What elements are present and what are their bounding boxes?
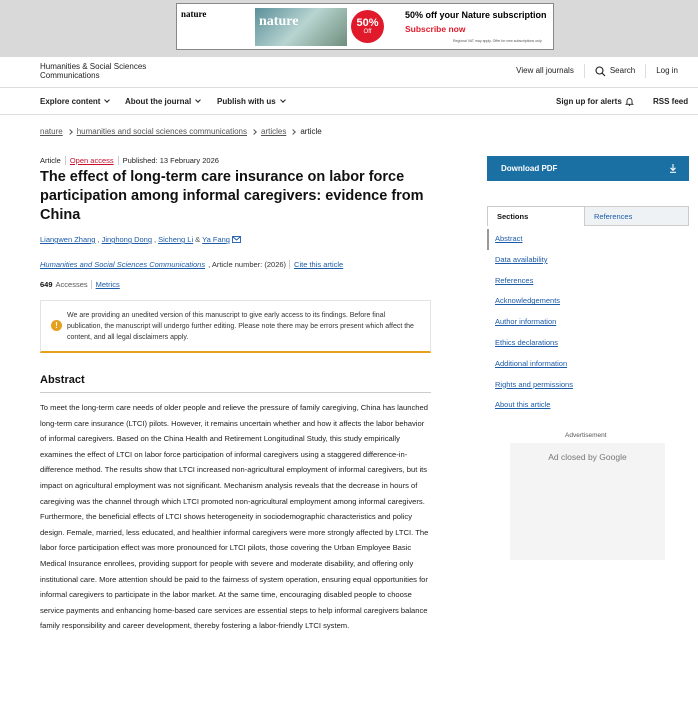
subscription-banner[interactable] — [176, 3, 554, 50]
about-label: About the journal — [125, 97, 192, 106]
open-access-link[interactable]: Open access — [65, 156, 118, 165]
breadcrumb-nature[interactable]: nature — [40, 127, 63, 136]
breadcrumb-articles[interactable]: articles — [261, 127, 287, 136]
publish-menu[interactable] — [217, 97, 285, 106]
chevron-right-icon — [251, 129, 257, 135]
section-link[interactable]: Abstract — [487, 229, 689, 250]
section-link[interactable]: Additional information — [495, 358, 568, 368]
author-link[interactable]: Ya Fang — [202, 235, 230, 244]
sidebar-tabs — [487, 206, 689, 226]
banner-cta[interactable]: Subscribe now — [405, 24, 466, 34]
section-link[interactable]: About this article — [495, 400, 551, 410]
search-icon — [595, 66, 606, 77]
download-label: Download PDF — [501, 164, 558, 173]
cite-this-article-link[interactable]: Cite this article — [289, 260, 343, 269]
author-separator: , — [154, 235, 157, 244]
warning-icon: ! — [51, 320, 62, 331]
section-link[interactable]: References — [495, 275, 534, 285]
article-number: , Article number: (2026) — [208, 260, 287, 269]
chevron-down-icon — [280, 97, 286, 103]
metrics-link[interactable]: Metrics — [91, 280, 120, 289]
discount-badge — [351, 10, 384, 43]
section-link[interactable]: Ethics declarations — [495, 337, 558, 347]
author-separator: & — [195, 235, 201, 244]
section-link[interactable]: Acknowledgements — [495, 296, 561, 306]
author-separator: , — [97, 235, 100, 244]
metrics-line — [40, 280, 120, 289]
view-all-label: View all journals — [516, 66, 574, 75]
abstract-heading: Abstract — [40, 374, 85, 386]
login-label: Log in — [656, 66, 678, 75]
journal-brand[interactable]: Humanities & Social Sciences Communications — [40, 62, 147, 80]
breadcrumb-current: article — [300, 127, 322, 136]
download-pdf-button[interactable] — [487, 156, 689, 181]
search-label: Search — [609, 66, 636, 75]
advertisement-label: Advertisement — [565, 432, 607, 439]
site-header — [0, 57, 698, 88]
notice-text: We are providing an unedited version of this manuscript to give early access to its findings. Before final publication, the manuscript will undergo further editing. Please note there may be errors present which affect the content, and all legal disclaimers apply. — [67, 312, 414, 341]
mail-icon[interactable] — [232, 236, 241, 243]
badge-percent: 50% — [356, 17, 379, 29]
article-meta — [40, 156, 223, 165]
author-link[interactable]: Liangwen Zhang — [40, 235, 96, 244]
banner-fine-print: Regional VAT may apply. Offer for new subscriptions only. — [453, 39, 543, 43]
section-link[interactable]: Data availability — [495, 254, 548, 264]
section-link[interactable]: Rights and permissions — [495, 379, 573, 389]
banner-image — [255, 8, 347, 46]
chevron-down-icon — [195, 97, 201, 103]
explore-label: Explore content — [40, 97, 101, 106]
tab-sections[interactable]: Sections — [487, 206, 585, 226]
divider — [40, 392, 431, 393]
alerts-label: Sign up for alerts — [556, 97, 622, 106]
article-title: The effect of long-term care insurance on labor force participation among informal caregivers: evidence from China — [40, 169, 424, 223]
chevron-right-icon — [291, 129, 297, 135]
early-access-notice — [40, 300, 431, 353]
sections-list — [487, 229, 689, 416]
author-list — [40, 235, 241, 244]
section-link[interactable]: Author information — [495, 317, 557, 327]
bell-icon — [625, 97, 634, 106]
main-nav — [0, 88, 698, 115]
ad-band — [0, 0, 698, 57]
published-date: Published: 13 February 2026 — [118, 156, 223, 165]
chevron-down-icon — [105, 97, 111, 103]
alerts-signup[interactable] — [556, 97, 634, 106]
accesses-count: 649 — [40, 280, 53, 289]
article-type: Article — [40, 156, 61, 165]
breadcrumb-journal[interactable]: humanities and social sciences communications — [76, 127, 247, 136]
journal-name-link[interactable]: Humanities and Social Sciences Communications — [40, 260, 206, 269]
ad-slot — [510, 443, 665, 560]
abstract-text: To meet the long-term care needs of older people and relieve the pressure of family caregiving, China has launched long-term care insurance (LTCI) pilots. However, it remains uncertain whether and how it affects the labor behavior of informal caregivers. Based on the China Health and Retirement Longitudinal Study, this study empirically examines the effect of LTCI on labor force participation of informal caregivers using a staggered difference-in-difference method. The results show that LTCI increased non-agricultural employment of informal caregivers, but its impact on agricultural employment was not significant. Mechanism analysis reveals that the decrease in hours of caregiving was the channel through which LTCI promoted non-agricultural employment among informal caregivers. Furthermore, the beneficial effects of LTCI shows heterogeneity in sociodemographic characteristics and policy design. Female, married, less educated, and healthier informal caregivers were more strongly affected by LTCI. The labor force participation effect was more pronounced for LTCI pilots, those covering the Urban Employee Basic Medical Insurance enrollees, providing support for people with severe and moderate disability, and offering only institutional care. More attention should be paid to the fairness of system operation, ensuring equal opportunities for informal caregivers to participate in the labor market. At the same time, encouraging disabled people to choose service payments and enhancing home-based care services are essential steps to help informal caregivers balance family responsibility and career development, thereby fostering a labor-friendly LTCI system. — [40, 403, 429, 631]
explore-content-menu[interactable] — [40, 97, 109, 106]
author-link[interactable]: Jinghong Dong — [101, 235, 153, 244]
header-actions — [506, 64, 688, 78]
badge-off: Off — [363, 29, 372, 35]
author-link[interactable]: Sicheng Li — [158, 235, 194, 244]
login-link[interactable] — [645, 64, 688, 78]
tab-references[interactable]: References — [585, 206, 689, 226]
banner-brand: nature — [181, 9, 207, 19]
banner-image-text: nature — [259, 14, 299, 29]
view-all-journals-link[interactable] — [506, 64, 584, 78]
ad-closed-text: Ad closed by Google — [548, 452, 627, 462]
chevron-right-icon — [67, 129, 73, 135]
banner-headline: 50% off your Nature subscription — [405, 10, 547, 20]
download-icon — [669, 164, 677, 173]
journal-citation-line — [40, 260, 343, 269]
rss-label: RSS feed — [653, 97, 689, 106]
search-button[interactable] — [584, 64, 645, 78]
accesses-label: Accesses — [55, 280, 88, 289]
about-journal-menu[interactable] — [125, 97, 200, 106]
breadcrumb — [40, 127, 322, 136]
rss-feed-link[interactable] — [653, 97, 688, 106]
publish-label: Publish with us — [217, 97, 276, 106]
